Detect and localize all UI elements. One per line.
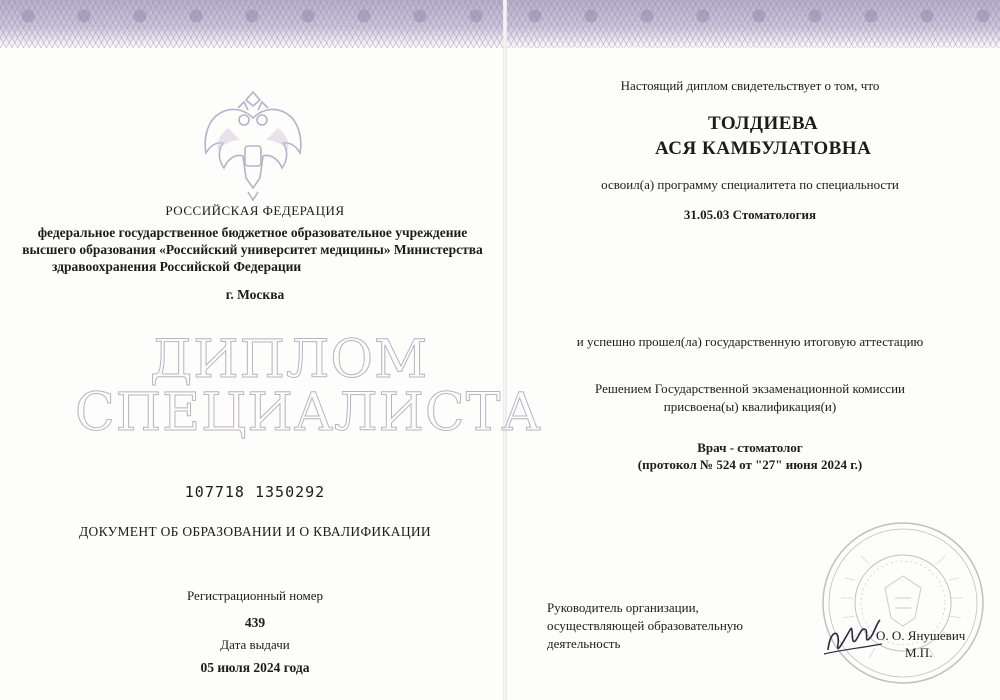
protocol: (протокол № 524 от "27" июня 2024 г.) [637, 457, 863, 472]
intro-text: Настоящий диплом свидетельствует о том, что [620, 78, 880, 93]
graduate-surname: ТОЛДИЕВА [708, 113, 819, 134]
document-type: ДОКУМЕНТ ОБ ОБРАЗОВАНИИ И О КВАЛИФИКАЦИИ [79, 524, 431, 539]
diploma-title-line-2: СПЕЦИАЛИСТА [75, 383, 542, 443]
diploma-title-line-1: ДИПЛОМ [150, 330, 429, 390]
registration-number: 439 [244, 615, 266, 630]
head-label-line-2: осуществляющей образовательную [547, 618, 743, 633]
guilloche-border-right [507, 0, 1000, 48]
issue-date: 05 июля 2024 года [200, 660, 310, 675]
qualification: Врач - стоматолог [697, 440, 803, 455]
registration-label: Регистрационный номер [187, 588, 323, 603]
organization-line-2: высшего образования «Российский университет медицины» Министерства [22, 242, 483, 257]
page-fold [503, 0, 507, 700]
attestation-text: и успешно прошел(ла) государственную итоговую аттестацию [576, 334, 924, 349]
serial-number: 107718 1350292 [184, 483, 326, 501]
head-label-line-1: Руководитель организации, [547, 600, 699, 615]
program-text: освоил(а) программу специалитета по специальности [601, 177, 899, 192]
graduate-given-names: АСЯ КАМБУЛАТОВНА [655, 138, 872, 159]
organization-line-3: здравоохранения Российской Федерации [52, 259, 302, 274]
coat-of-arms-icon [188, 88, 318, 208]
seal-mark: М.П. [905, 645, 933, 660]
organization-line-1: федеральное государственное бюджетное образовательное учреждение [37, 225, 468, 240]
specialty: 31.05.03 Стоматология [683, 207, 817, 222]
head-label-line-3: деятельность [547, 636, 621, 651]
issue-date-label: Дата выдачи [220, 637, 290, 652]
guilloche-border-left [0, 0, 503, 48]
decision-line-2: присвоена(ы) квалификация(и) [663, 399, 837, 414]
signer-name: О. О. Янушевич [876, 628, 966, 643]
decision-line-1: Решением Государственной экзаменационной комиссии [595, 381, 905, 396]
country-name: РОССИЙСКАЯ ФЕДЕРАЦИЯ [165, 203, 345, 218]
city: г. Москва [225, 287, 285, 302]
